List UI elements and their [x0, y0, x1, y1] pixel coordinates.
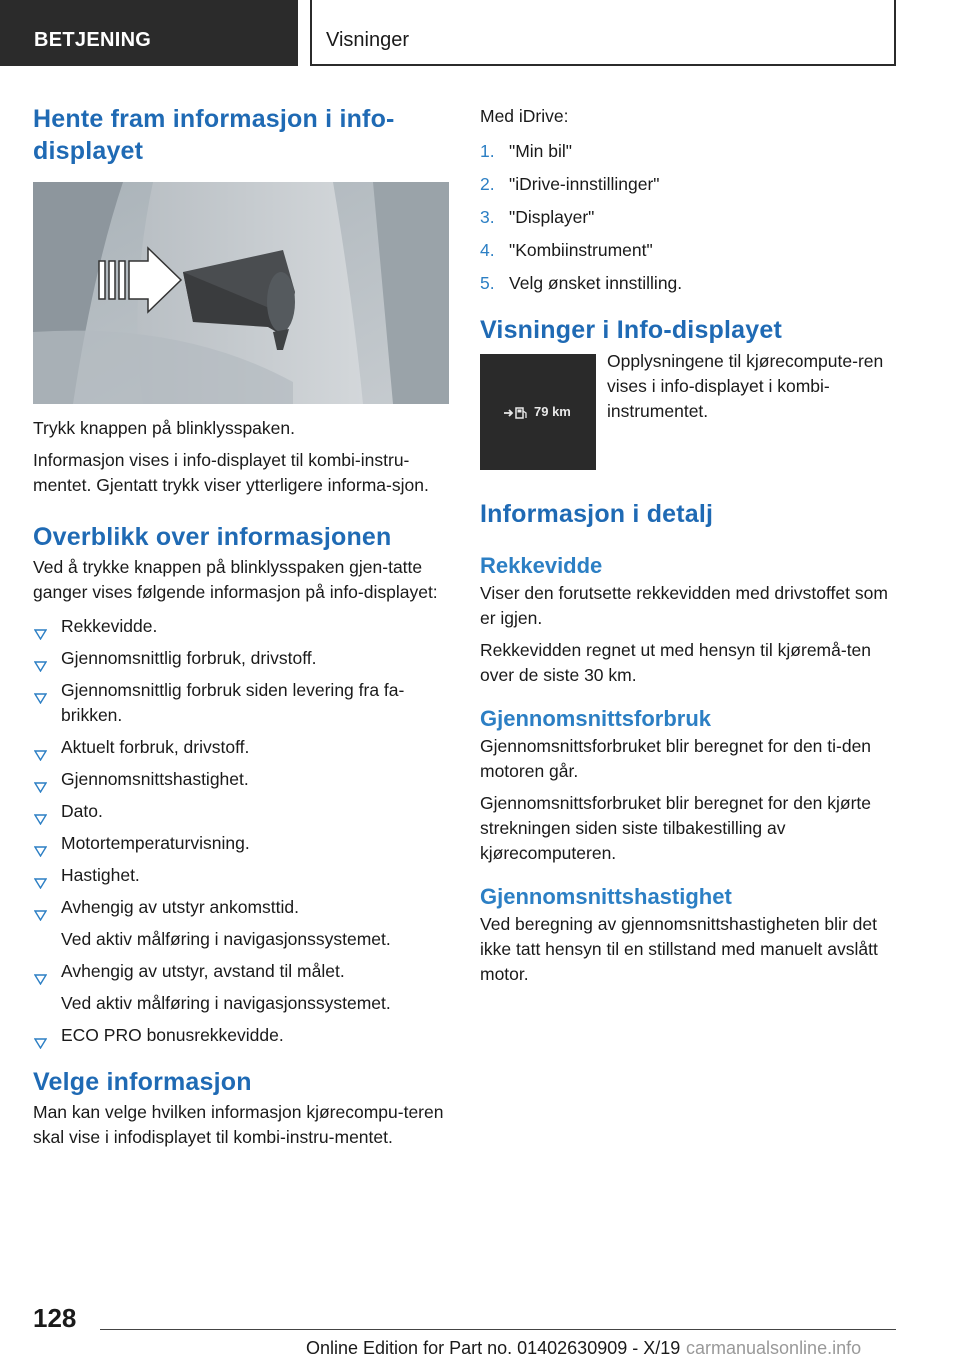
page-number: 128	[33, 1303, 77, 1333]
step-number: 2.	[480, 174, 495, 194]
text-info-shown: Informasjon vises i info-displayet til kombi-instru-mentet. Gjentatt trykk viser ytterligere informa-sjon.	[33, 450, 429, 495]
triangle-bullet-icon	[34, 903, 47, 928]
step-text: "Min bil"	[509, 141, 572, 161]
triangle-bullet-icon	[34, 839, 47, 864]
turn-signal-stalk-illustration	[33, 182, 449, 404]
info-list-text: Avhengig av utstyr ankomsttid.	[61, 897, 299, 917]
right-column	[480, 100, 896, 987]
info-list-text: Motortemperaturvisning.	[61, 833, 250, 853]
triangle-bullet-icon	[34, 686, 47, 711]
triangle-bullet-icon	[34, 654, 47, 679]
topic-title: Visninger	[326, 29, 410, 51]
triangle-bullet-icon	[34, 622, 47, 647]
triangle-bullet-icon	[34, 967, 47, 992]
info-list-item	[33, 863, 449, 888]
triangle-bullet-icon	[34, 1031, 47, 1056]
heading-select-info: Velge informasjon	[33, 1068, 252, 1096]
heading-detail: Informasjon i detalj	[480, 500, 714, 528]
info-list-text: Gjennomsnittlig forbruk siden levering fra fa-brikken.	[61, 680, 405, 725]
info-list-text: Avhengig av utstyr, avstand til målet.	[61, 961, 345, 981]
page-header	[0, 0, 960, 66]
info-list-subtext: Ved aktiv målføring i navigasjonssystemet.	[61, 993, 391, 1013]
watermark: carmanualsonline.info	[686, 1338, 862, 1358]
step-text: Velg ønsket innstilling.	[509, 273, 683, 293]
idrive-step	[480, 172, 896, 197]
text-avg-consumption-1: Gjennomsnittsforbruket blir beregnet for den ti-den motoren går.	[480, 736, 872, 781]
triangle-bullet-icon	[34, 807, 47, 832]
step-text: "Kombiinstrument"	[509, 240, 653, 260]
info-list-text: Gjennomsnittshastighet.	[61, 769, 249, 789]
heading-retrieve-info: Hente fram informasjon i info- displayet	[33, 105, 395, 165]
text-range-2: Rekkevidden regnet ut med hensyn til kjøremå-ten over de siste 30 km.	[480, 640, 872, 685]
info-list-text: Aktuelt forbruk, drivstoff.	[61, 737, 250, 757]
info-list-item	[33, 1023, 449, 1048]
idrive-steps	[480, 139, 896, 296]
text-range-1: Viser den forutsette rekkevidden med drivstoffet som er igjen.	[480, 583, 888, 628]
page-footer	[0, 1290, 960, 1362]
info-list-text: Gjennomsnittlig forbruk, drivstoff.	[61, 648, 317, 668]
info-list-item	[33, 614, 449, 639]
views-block	[480, 351, 896, 470]
info-list-item	[33, 767, 449, 792]
step-number: 5.	[480, 273, 495, 293]
info-list	[33, 614, 449, 1048]
info-list-item	[33, 959, 449, 1016]
step-text: "Displayer"	[509, 207, 595, 227]
section-tab	[0, 0, 298, 66]
left-column	[33, 100, 449, 1150]
step-number: 4.	[480, 240, 495, 260]
text-avg-consumption-2: Gjennomsnittsforbruket blir beregnet for den kjørte strekningen siden siste tilbakestilling av kjørecomputeren.	[480, 793, 872, 863]
idrive-step	[480, 271, 896, 296]
heading-views: Visninger i Info-displayet	[480, 316, 783, 344]
section-title: BETJENING	[34, 29, 152, 51]
text-views: Opplysningene til kjørecompute-ren vises i info-displayet i kombi-instrumentet.	[607, 351, 884, 421]
text-press-button: Trykk knappen på blinklysspaken.	[33, 418, 295, 438]
heading-avg-speed: Gjennomsnittshastighet	[480, 884, 732, 909]
fuel-range-icon	[503, 406, 529, 420]
step-text: "iDrive-innstillinger"	[509, 174, 660, 194]
text-avg-speed: Ved beregning av gjennomsnittshastigheten blir det ikke tatt hensyn til en stillstand med manuelt avslått motor.	[480, 914, 878, 984]
info-list-text: Dato.	[61, 801, 103, 821]
heading-avg-consumption: Gjennomsnittsforbruk	[480, 706, 712, 731]
info-list-text: Hastighet.	[61, 865, 140, 885]
step-number: 3.	[480, 207, 495, 227]
info-list-item	[33, 895, 449, 952]
info-list-subtext: Ved aktiv målføring i navigasjonssystemet.	[61, 929, 391, 949]
range-readout: 79 km	[534, 404, 571, 419]
info-list-item	[33, 646, 449, 671]
idrive-step	[480, 205, 896, 230]
info-list-item	[33, 678, 449, 728]
idrive-step	[480, 238, 896, 263]
info-list-item	[33, 799, 449, 824]
info-list-item	[33, 831, 449, 856]
heading-overview: Overblikk over informasjonen	[33, 523, 392, 551]
text-overview-intro: Ved å trykke knappen på blinklysspaken gjen-tatte ganger vises følgende informasjon på info-displayet:	[33, 557, 438, 602]
text-select-info: Man kan velge hvilken informasjon kjørecompu-teren skal vise i infodisplayet til kombi-instru-mentet.	[33, 1102, 444, 1147]
info-list-text: Rekkevidde.	[61, 616, 158, 636]
footer-rule	[100, 1329, 896, 1330]
info-list-text: ECO PRO bonusrekkevidde.	[61, 1025, 284, 1045]
triangle-bullet-icon	[34, 775, 47, 800]
info-list-item	[33, 735, 449, 760]
triangle-bullet-icon	[34, 871, 47, 896]
step-number: 1.	[480, 141, 495, 161]
edition-text: Online Edition for Part no. 01402630909 - X/19	[306, 1338, 681, 1358]
info-display-figure	[480, 354, 596, 470]
idrive-step	[480, 139, 896, 164]
text-with-idrive: Med iDrive:	[480, 106, 569, 126]
topic-tab	[310, 0, 896, 66]
triangle-bullet-icon	[34, 743, 47, 768]
heading-range: Rekkevidde	[480, 553, 603, 578]
